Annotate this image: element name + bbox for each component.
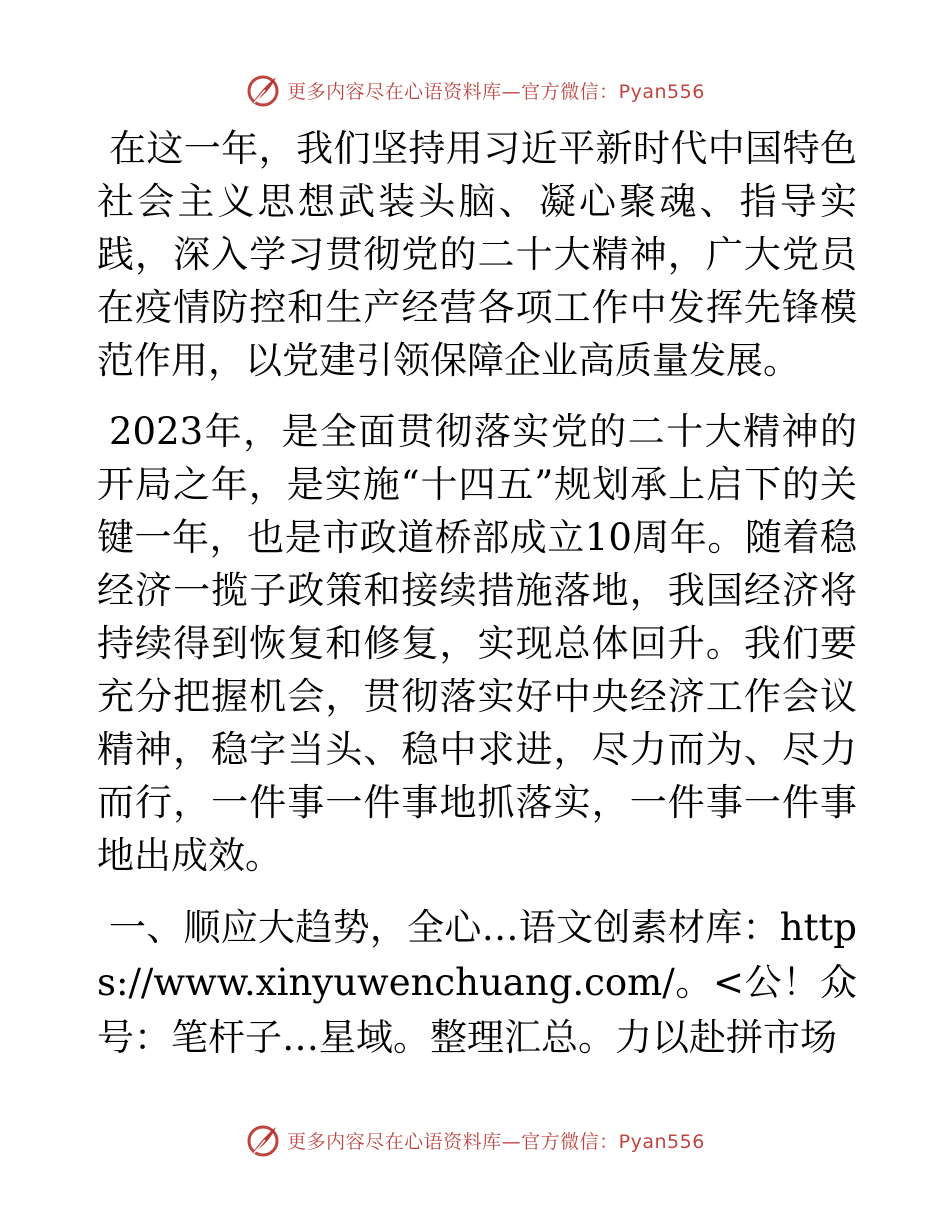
feather-pen-logo-icon xyxy=(245,1122,281,1158)
header-banner-text: 更多内容尽在心语资料库—官方微信：Pyan556 xyxy=(287,80,705,103)
paragraph-2: 2023年，是全面贯彻落实党的二十大精神的开局之年，是实施“十四五”规划承上启下的关键一年，也是市政道桥部成立10周年。随着稳经济一揽子政策和接续措施落地，我国经济将持续得到恢复和修复，实现总体回升。我们要充分把握机会，贯彻落实好中央经济工作会议精神，稳字当头、稳中求进，尽力而为、尽力而行，一件事一件事地抓落实，一件事一件事地出成效。 xyxy=(97,410,857,877)
feather-pen-logo-icon xyxy=(245,72,281,108)
paragraph-3: 一、顺应大趋势，全心…语文创素材库：https://www.xinyuwenchuang.com/。<公！众号：笔杆子…星域。整理汇总。力以赴拼市场 xyxy=(97,906,857,1059)
footer-banner xyxy=(0,1122,950,1158)
paragraph-1: 在这一年，我们坚持用习近平新时代中国特色社会主义思想武装头脑、凝心聚魂、指导实践，深入学习贯彻党的二十大精神，广大党员在疫情防控和生产经营各项工作中发挥先锋模范作用，以党建引领保障企业高质量发展。 xyxy=(97,127,857,382)
footer-banner-text: 更多内容尽在心语资料库—官方微信：Pyan556 xyxy=(287,1130,705,1153)
header-banner xyxy=(0,72,950,108)
document-body xyxy=(97,122,857,1065)
